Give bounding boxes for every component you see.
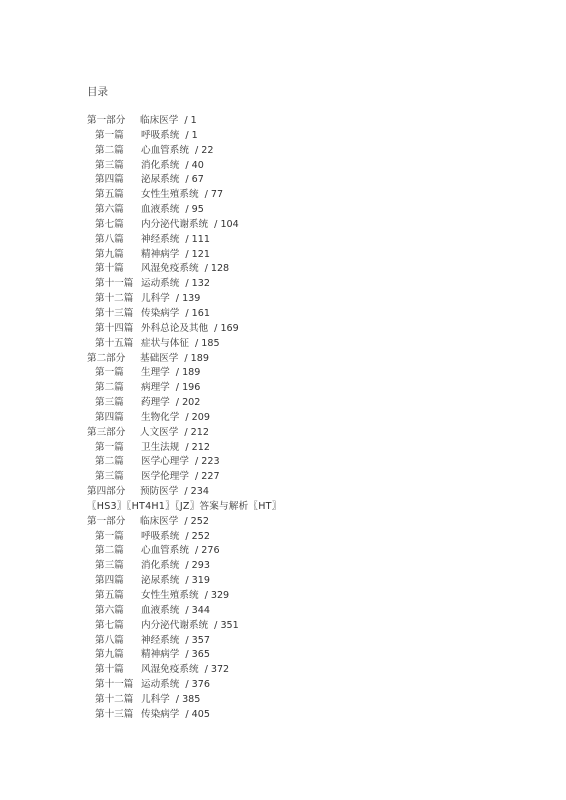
toc-entry-title: 传染病学 — [141, 708, 180, 720]
toc-entry-label: 第十篇 — [95, 263, 124, 275]
toc-section-heading — [87, 500, 282, 515]
toc-chapter-entry — [87, 173, 282, 188]
toc-entry-page: / 234 — [184, 486, 209, 498]
toc-chapter-entry — [87, 648, 282, 663]
toc-entry-page: / 372 — [204, 664, 230, 676]
toc-chapter-entry — [87, 604, 282, 619]
toc-entry-title: 泌尿系统 — [141, 174, 180, 186]
toc-entry-label: 第四篇 — [95, 575, 124, 587]
toc-entry-label: 第六篇 — [95, 204, 124, 216]
toc-entry-label: 第四篇 — [95, 411, 124, 423]
toc-entry-title: 风湿免疫系统 — [141, 263, 199, 275]
toc-entry-title: 外科总论及其他 — [141, 322, 209, 334]
toc-chapter-entry — [87, 218, 282, 233]
toc-entry-title: 生理学 — [141, 367, 170, 379]
toc-entry-title: 呼吸系统 — [141, 530, 180, 542]
toc-entry-page: / 365 — [185, 649, 210, 661]
toc-entry-label: 第八篇 — [95, 233, 124, 245]
toc-entry-title: 风湿免疫系统 — [141, 664, 199, 676]
toc-entry-page: / 329 — [204, 590, 230, 601]
toc-entry-page: / 212 — [185, 441, 210, 453]
toc-entry-title: 儿科学 — [141, 293, 170, 305]
toc-chapter-entry — [87, 188, 282, 203]
toc-entry-page: / 185 — [194, 337, 220, 349]
toc-entry-label: 第四部分 — [87, 486, 126, 498]
toc-chapter-entry — [87, 411, 282, 426]
toc-chapter-entry — [87, 634, 282, 649]
toc-entry-title: 内分泌代谢系统 — [141, 218, 209, 230]
toc-entry-label: 第十篇 — [95, 664, 124, 676]
toc-entry-label: 第十一篇 — [95, 679, 134, 691]
toc-entry-title: 神经系统 — [141, 634, 180, 646]
toc-chapter-entry — [87, 248, 282, 263]
toc-entry-label: 第二篇 — [95, 456, 124, 468]
toc-chapter-entry — [87, 277, 282, 292]
toc-entry-page: / 40 — [185, 159, 204, 171]
toc-entry-title: 消化系统 — [141, 159, 180, 171]
toc-chapter-entry — [87, 455, 282, 470]
toc-entry-title: 卫生法规 — [141, 441, 180, 453]
toc-entry-title: 病理学 — [141, 382, 170, 394]
toc-entry-page: / 293 — [185, 560, 210, 572]
toc-entry-page: / 132 — [185, 278, 210, 290]
toc-entry-page: / 189 — [184, 352, 209, 364]
toc-entry-title: 女性生殖系统 — [141, 590, 199, 601]
toc-entry-label: 第一篇 — [95, 129, 124, 141]
toc-entry-page: / 196 — [175, 382, 201, 394]
toc-chapter-entry — [87, 589, 282, 604]
toc-entry-title: 临床医学 — [140, 515, 179, 527]
toc-entry-title: 血液系统 — [141, 604, 180, 616]
toc-chapter-entry — [87, 470, 282, 485]
toc-entry-title: 生物化学 — [141, 411, 180, 423]
toc-entry-page: / 319 — [185, 575, 210, 587]
toc-entry-title: 神经系统 — [141, 233, 180, 245]
toc-entry-title: 医学伦理学 — [141, 471, 189, 483]
toc-entry-page: / 169 — [214, 322, 239, 334]
toc-entry-title: 运动系统 — [141, 278, 180, 290]
toc-entry-label: 第十二篇 — [95, 293, 134, 305]
toc-part-entry — [87, 426, 282, 441]
toc-entry-label: 第三篇 — [95, 471, 124, 483]
toc-entry-label: 第七篇 — [95, 218, 124, 230]
toc-entry-page: / 212 — [184, 426, 209, 438]
toc-entry-page: / 121 — [185, 248, 210, 260]
toc-entry-page: / 22 — [194, 144, 214, 156]
toc-entry-title: 精神病学 — [141, 248, 180, 260]
toc-entry-title: 传染病学 — [141, 307, 180, 319]
toc-part-entry — [87, 515, 282, 530]
toc-part-entry — [87, 352, 282, 367]
toc-entry-page: / 223 — [194, 456, 220, 468]
toc-entry-label: 第九篇 — [95, 649, 124, 661]
toc-entry-title: 血液系统 — [141, 204, 180, 216]
toc-chapter-entry — [87, 663, 282, 678]
toc-entry-page: / 111 — [185, 233, 210, 245]
toc-entry-label: 第三部分 — [87, 426, 126, 438]
toc-entry-title: 泌尿系统 — [141, 575, 180, 587]
toc-entry-label: 第六篇 — [95, 604, 124, 616]
toc-entry-title: 基础医学 — [140, 352, 179, 364]
toc-entry-page: / 376 — [185, 679, 210, 691]
toc-chapter-entry — [87, 307, 282, 322]
toc-chapter-entry — [87, 129, 282, 144]
toc-entry-label: 第一部分 — [87, 115, 126, 126]
toc-entry-page: / 209 — [185, 411, 210, 423]
toc-entry-page: / 385 — [175, 693, 201, 705]
toc-chapter-entry — [87, 292, 282, 307]
toc-entry-title: 症状与体征 — [141, 337, 189, 349]
toc-chapter-entry — [87, 322, 282, 337]
toc-chapter-entry — [87, 708, 282, 723]
toc-entry-label: 第七篇 — [95, 619, 124, 631]
toc-entry-label: 第十三篇 — [95, 307, 134, 319]
toc-chapter-entry — [87, 619, 282, 634]
toc-chapter-entry — [87, 144, 282, 159]
toc-entry-label: 第二篇 — [95, 545, 124, 557]
toc-entry-label: 第一部分 — [87, 515, 126, 527]
toc-entry-page: / 405 — [185, 708, 210, 720]
toc-entry-title: 〖HS3〗〖HT4H1〗〖JZ〗答案与解析〖HT〗 — [87, 500, 282, 512]
toc-entry-label: 第一篇 — [95, 367, 124, 379]
toc-chapter-entry — [87, 678, 282, 693]
toc-entry-title: 儿科学 — [141, 693, 170, 705]
toc-entry-page: / 227 — [194, 471, 220, 483]
toc-part-entry — [87, 485, 282, 500]
toc-entry-label: 第十一篇 — [95, 278, 134, 290]
toc-entry-page: / 357 — [185, 634, 210, 646]
toc-list — [87, 114, 282, 723]
toc-chapter-entry — [87, 262, 282, 277]
toc-entry-title: 内分泌代谢系统 — [141, 619, 209, 631]
toc-entry-label: 第二篇 — [95, 382, 124, 394]
toc-part-entry — [87, 114, 282, 129]
toc-entry-label: 第九篇 — [95, 248, 124, 260]
toc-entry-page: / 202 — [175, 397, 201, 409]
toc-entry-label: 第三篇 — [95, 560, 124, 572]
toc-entry-page: / 139 — [175, 293, 201, 305]
toc-entry-page: / 252 — [185, 530, 210, 542]
toc-entry-page: / 161 — [185, 307, 210, 319]
toc-entry-label: 第八篇 — [95, 634, 124, 646]
toc-chapter-entry — [87, 559, 282, 574]
toc-entry-label: 第一篇 — [95, 530, 124, 542]
toc-chapter-entry — [87, 366, 282, 381]
toc-entry-page: / 104 — [214, 218, 239, 230]
toc-entry-label: 第三篇 — [95, 397, 124, 409]
toc-entry-label: 第十二篇 — [95, 693, 134, 705]
toc-entry-page: / 1 — [184, 115, 197, 126]
toc-entry-title: 医学心理学 — [141, 456, 189, 468]
toc-chapter-entry — [87, 337, 282, 352]
toc-entry-page: / 95 — [185, 204, 204, 216]
toc-entry-title: 呼吸系统 — [141, 129, 180, 141]
toc-chapter-entry — [87, 233, 282, 248]
toc-entry-page: / 67 — [185, 174, 204, 186]
toc-entry-page: / 1 — [185, 129, 198, 141]
toc-entry-page: / 276 — [194, 545, 220, 557]
toc-entry-title: 心血管系统 — [141, 545, 189, 557]
toc-entry-page: / 128 — [204, 263, 230, 275]
toc-entry-label: 第一篇 — [95, 441, 124, 453]
toc-chapter-entry — [87, 574, 282, 589]
toc-entry-title: 心血管系统 — [141, 144, 189, 156]
toc-chapter-entry — [87, 203, 282, 218]
toc-chapter-entry — [87, 693, 282, 708]
toc-entry-title: 临床医学 — [140, 115, 179, 126]
toc-chapter-entry — [87, 530, 282, 545]
toc-entry-label: 第十三篇 — [95, 708, 134, 720]
toc-entry-label: 第二篇 — [95, 144, 124, 156]
toc-entry-title: 消化系统 — [141, 560, 180, 572]
toc-entry-page: / 351 — [214, 619, 239, 631]
toc-entry-label: 第五篇 — [95, 189, 124, 201]
toc-entry-page: / 189 — [175, 367, 201, 379]
toc-chapter-entry — [87, 396, 282, 411]
toc-entry-title: 预防医学 — [140, 486, 179, 498]
toc-chapter-entry — [87, 544, 282, 559]
toc-chapter-entry — [87, 381, 282, 396]
toc-entry-page: / 344 — [185, 604, 210, 616]
toc-entry-label: 第四篇 — [95, 174, 124, 186]
toc-entry-page: / 252 — [184, 515, 209, 527]
toc-entry-label: 第五篇 — [95, 590, 124, 601]
toc-entry-title: 精神病学 — [141, 649, 180, 661]
toc-title: 目录 — [87, 86, 108, 98]
toc-entry-page: / 77 — [204, 189, 224, 201]
toc-entry-title: 人文医学 — [140, 426, 179, 438]
toc-entry-label: 第十五篇 — [95, 337, 134, 349]
toc-entry-label: 第十四篇 — [95, 322, 134, 334]
toc-entry-label: 第三篇 — [95, 159, 124, 171]
toc-chapter-entry — [87, 159, 282, 174]
toc-entry-label: 第二部分 — [87, 352, 126, 364]
toc-entry-title: 女性生殖系统 — [141, 189, 199, 201]
toc-chapter-entry — [87, 441, 282, 456]
toc-entry-title: 运动系统 — [141, 679, 180, 691]
toc-entry-title: 药理学 — [141, 397, 170, 409]
